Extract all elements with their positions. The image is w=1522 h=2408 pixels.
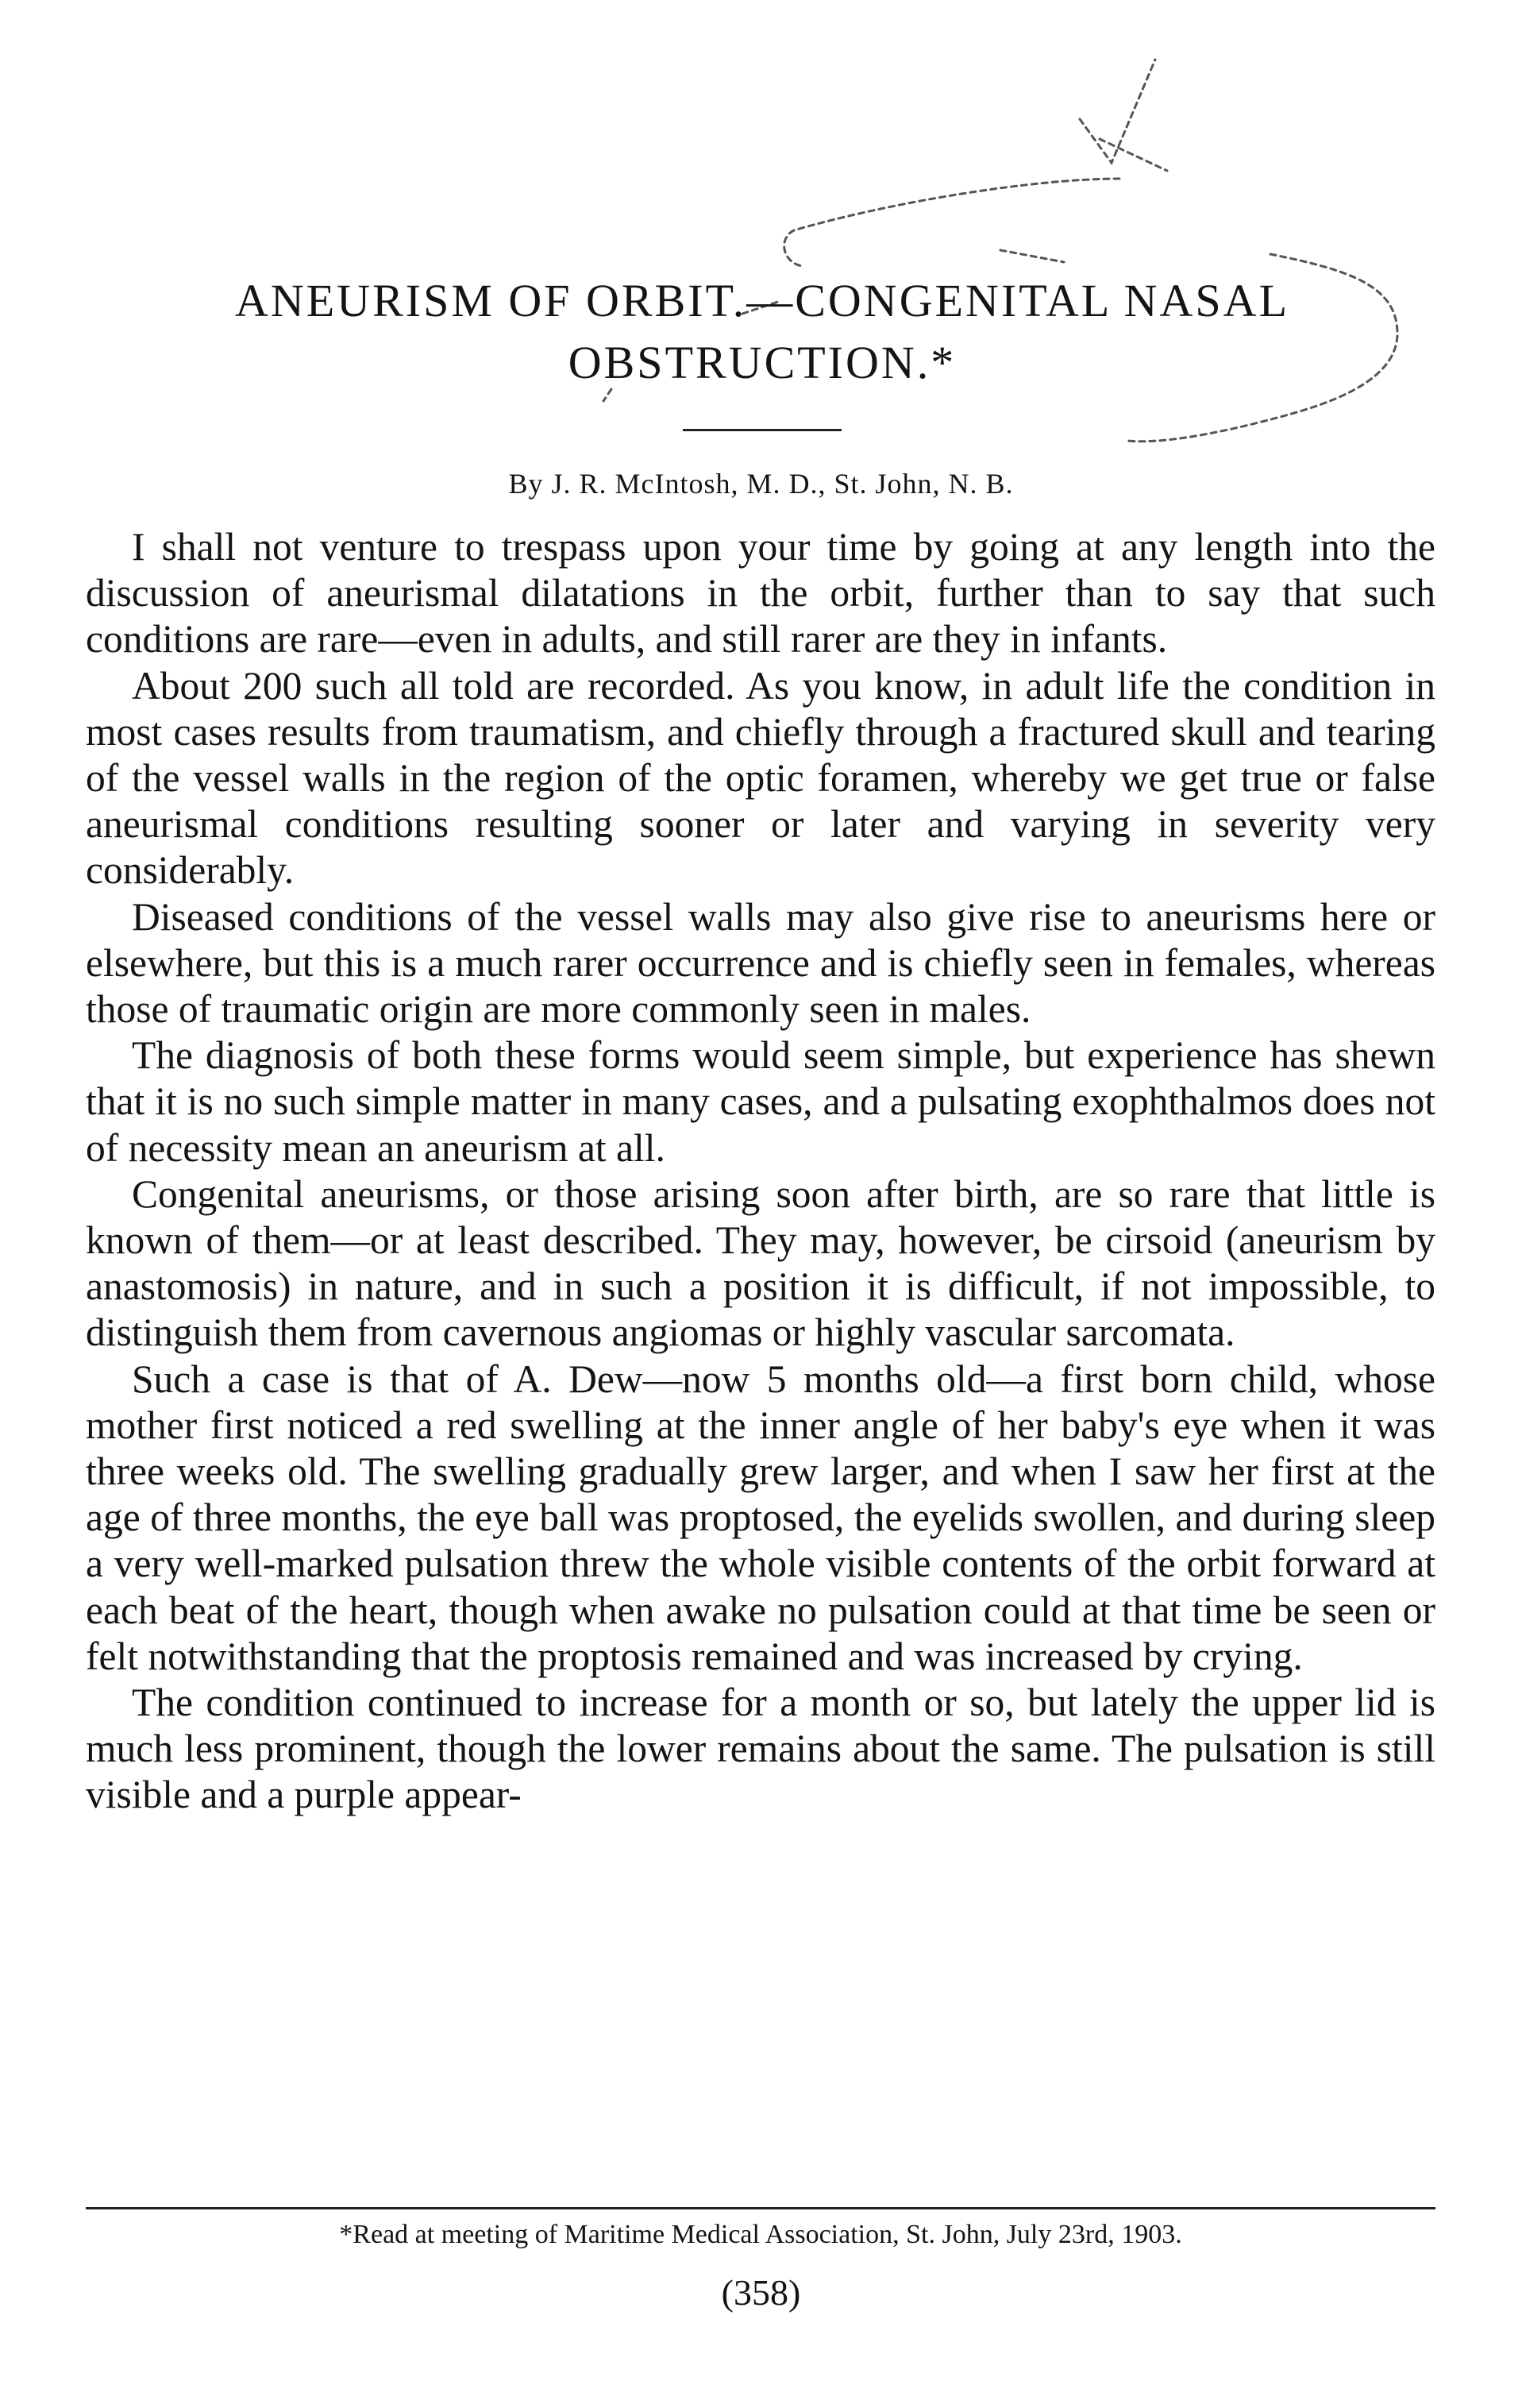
footnote: *Read at meeting of Maritime Medical Association, St. John, July 23rd, 1903. [339,2220,1182,2249]
title-divider [683,429,842,431]
title-line-1: ANEURISM OF ORBIT.—CONGENITAL NASAL [234,275,1289,326]
annotation-cross-stroke [1100,139,1167,171]
article-body [86,524,1435,1819]
paragraph: I shall not venture to trespass upon your time by going at any length into the discussion of aneurismal dilatations in the orbit, further than to say that such conditions are rare—even in adults, and still rarer are they in infants. [86,525,1435,662]
annotation-loop [784,179,1119,266]
paragraph: Such a case is that of A. Dew—now 5 months old—a first born child, whose mother first noticed a red swelling at the inner angle of her baby's eye when it was three weeks old. The swelling gradually grew larger, and when I saw her first at the age of three months, the eye ball was proptosed, the eyelids swollen, and during sleep a very well-marked pulsation threw the whole visible contents of the orbit forward at each beat of the heart, though when awake no pulsation could at that time be seen or felt notwithstanding that the proptosis remained and was increased by crying. [86,1356,1435,1678]
paragraph: Diseased conditions of the vessel walls may also give rise to aneurisms here or elsewhere, but this is a much rarer occurrence and is chiefly seen in females, whereas those of traumatic origin are more commonly seen in males. [86,894,1435,1032]
annotation-stroke-2 [1000,250,1064,262]
title-line-2: OBSTRUCTION.* [568,337,957,388]
paragraph: About 200 such all told are recorded. As you know, in adult life the condition in most cases results from traumatism, and chiefly through a fractured skull and tearing of the vessel walls in the region of the optic foramen, whereby we get true or false aneurismal conditions resulting sooner or later and varying in severity very considerably. [86,663,1435,893]
paragraph: The diagnosis of both these forms would seem simple, but experience has shewn that it is no such simple matter in many cases, and a pulsating exophthalmos does not of necessity mean an aneurism at all. [86,1033,1435,1170]
article-title [183,270,1342,394]
page-number: (358) [721,2272,801,2313]
footnote-divider [86,2207,1435,2209]
paragraph: The condition continued to increase for a month or so, but lately the upper lid is much less prominent, though the lower remains about the same. The pulsation is still visible and a purple appear- [86,1681,1435,1817]
paragraph: Congenital aneurisms, or those arising soon after birth, are so rare that little is known of them—or at least described. They may, however, be cirsoid (aneurism by anastomosis) in nature, and in such a position it is difficult, if not impossible, to distinguish them from cavernous angiomas or highly vascular sarcomata. [86,1171,1435,1355]
author-byline: By J. R. McIntosh, M. D., St. John, N. B. [508,468,1014,500]
annotation-check-mark [1080,60,1155,163]
